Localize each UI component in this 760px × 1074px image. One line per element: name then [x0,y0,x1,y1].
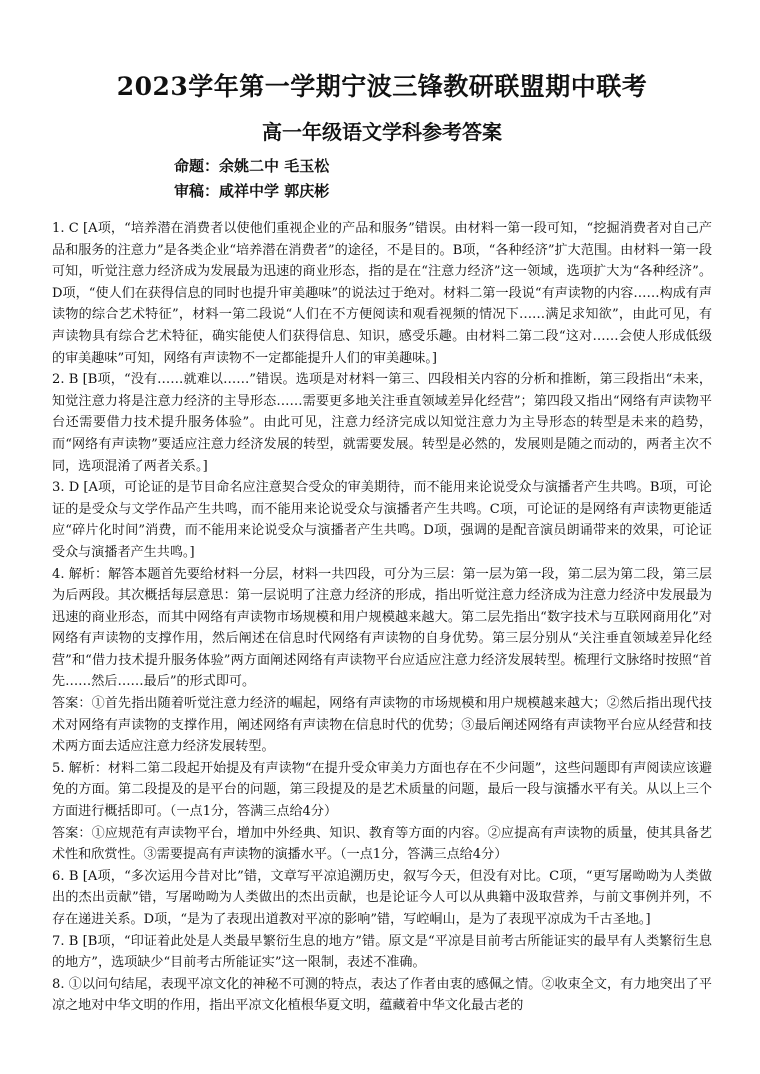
answer-item-3: 3. D [A项，可论证的是节目命名应注意契合受众的审美期待，而不能用来论说受众与演播者产生共鸣。B项，可论证的是受众与文学作品产生共鸣，而不能用来论说受众与演播者产生共鸣。C项，可论证的是网络有声读物更能适应“碎片化时间”消费，而不能用来论说受众与演播者产生共鸣。D项，强调的是配音演员朗诵带来的效果，可论证受众与演播者产生共鸣。] [52,480,712,560]
question-setter-line: 命题：余姚二中 毛玉松 [174,157,330,175]
answer-item-4-analysis: 4. 解析：解答本题首先要给材料一分层，材料一共四段，可分为三层：第一层为第一段，第二层为第二段，第三层为后两段。其次概括每层意思：第一层说明了注意力经济的形成，指出听觉注意力经济成为注意力经济中发展最为迅速的商业形态，而其中网络有声读物市场规模和用户规模越来越大。第二层先指出“数字技术与互联网商用化”对网络有声读物的支撑作用，然后阐述在信息时代网络有声读物的自身优势。第三层分别从“关注垂直领域差异化经营”和“借力技术提升服务体验”两方面阐述网络有声读物平台应适应注意力经济发展转型。梳理行文脉络时按照“首先……然后……最后”的形式即可。 [52,566,712,690]
answer-item-8: 8. ①以问句结尾，表现平凉文化的神秘不可测的特点，表达了作者由衷的感佩之情。②收束全文，有力地突出了平凉之地对中华文明的作用，指出平凉文化植根华夏文明，蕴藏着中华文化最古老的 [52,976,712,1014]
answer-item-5-analysis: 5. 解析：材料二第二段起开始提及有声读物“在提升受众审美力方面也存在不少问题”，这些问题即有声阅读应该避免的方面。第二段提及的是平台的问题，第三段提及的是艺术质量的问题，最后一段与演播水平有关。从以上三个方面进行概括即可。（一点1分，答满三点给4分） [52,760,712,820]
answer-item-7: 7. B [B项，“印证着此处是人类最早繁衍生息的地方”错。原文是“平凉是目前考古所能证实的最早有人类繁衍生息的地方”，选项缺少“目前考古所能证实”这一限制，表述不准确。 [52,933,712,971]
document-title: 2023学年第一学期宁波三锋教研联盟期中联考 [116,72,648,101]
answer-item-5-answer: 答案：①应规范有声读物平台，增加中外经典、知识、教育等方面的内容。②应提高有声读物的质量，使其具备艺术性和欣赏性。③需要提高有声读物的演播水平。（一点1分，答满三点给4分） [52,825,712,863]
answer-item-4-answer: 答案：①首先指出随着听觉注意力经济的崛起，网络有声读物的市场规模和用户规模越来越大；②然后指出现代技术对网络有声读物的支撑作用，阐述网络有声读物在信息时代的优势；③最后阐述网络有声读物平台应从经营和技术两方面去适应注意力经济发展转型。 [52,696,712,755]
answer-item-2: 2. B [B项，“没有……就难以……”错误。选项是对材料一第三、四段相关内容的分析和推断，第三段指出“未来，知觉注意力将是注意力经济的主导形态……需要更多地关注垂直领域差异化经营”；第四段又指出“网络有声读物平台还需要借力技术提升服务体验”。由此可见，注意力经济完成以知觉注意力为主导形态的转型是未来的趋势，而“网络有声读物”要适应注意力经济发展的转型，就需要发展。转型是必然的，发展则是随之而动的，两者主次不同，选项混淆了两者关系。] [52,372,712,474]
document-subtitle: 高一年级语文学科参考答案 [262,120,502,144]
author-block [174,154,712,204]
answer-item-1: 1. C [A项，“培养潜在消费者以使他们重视企业的产品和服务”错误。由材料一第一段可知，“挖掘消费者对自己产品和服务的注意力”是各类企业“培养潜在消费者”的途径，不是目的。B项，“各种经济”扩大范围。由材料一第一段可知，听觉注意力经济成为发展最为迅速的商业形态，指的是在“注意力经济”这一领域，选项扩大为“各种经济”。D项，“使人们在获得信息的同时也提升审美趣味”的说法过于绝对。材料二第一段说“有声读物的内容……构成有声读物的综合艺术特征”，材料一第二段说“人们在不方便阅读和观看视频的情况下……满足求知欲”，由此可见，有声读物具有综合艺术特征，确实能使人们获得信息、知识，感受乐趣。由材料二第二段“这对……会使人形成低级的审美趣味”可知，网络有声读物不一定都能提升人们的审美趣味。] [52,221,712,366]
answer-item-6: 6. B [A项，“多次运用今昔对比”错，文章写平凉追溯历史，叙写今天，但没有对比。C项，“更写屠呦呦为人类做出的杰出贡献”错，写屠呦呦为人类做出的杰出贡献，也是论证今人可以从典籍中汲取营养，与前文事例并列，不存在递进关系。D项，“是为了表现出道教对平凉的影响”错，写崆峒山，是为了表现平凉成为千古圣地。] [52,868,712,927]
reviewer-line: 审稿：咸祥中学 郭庆彬 [174,182,330,200]
answer-list [52,218,712,1017]
